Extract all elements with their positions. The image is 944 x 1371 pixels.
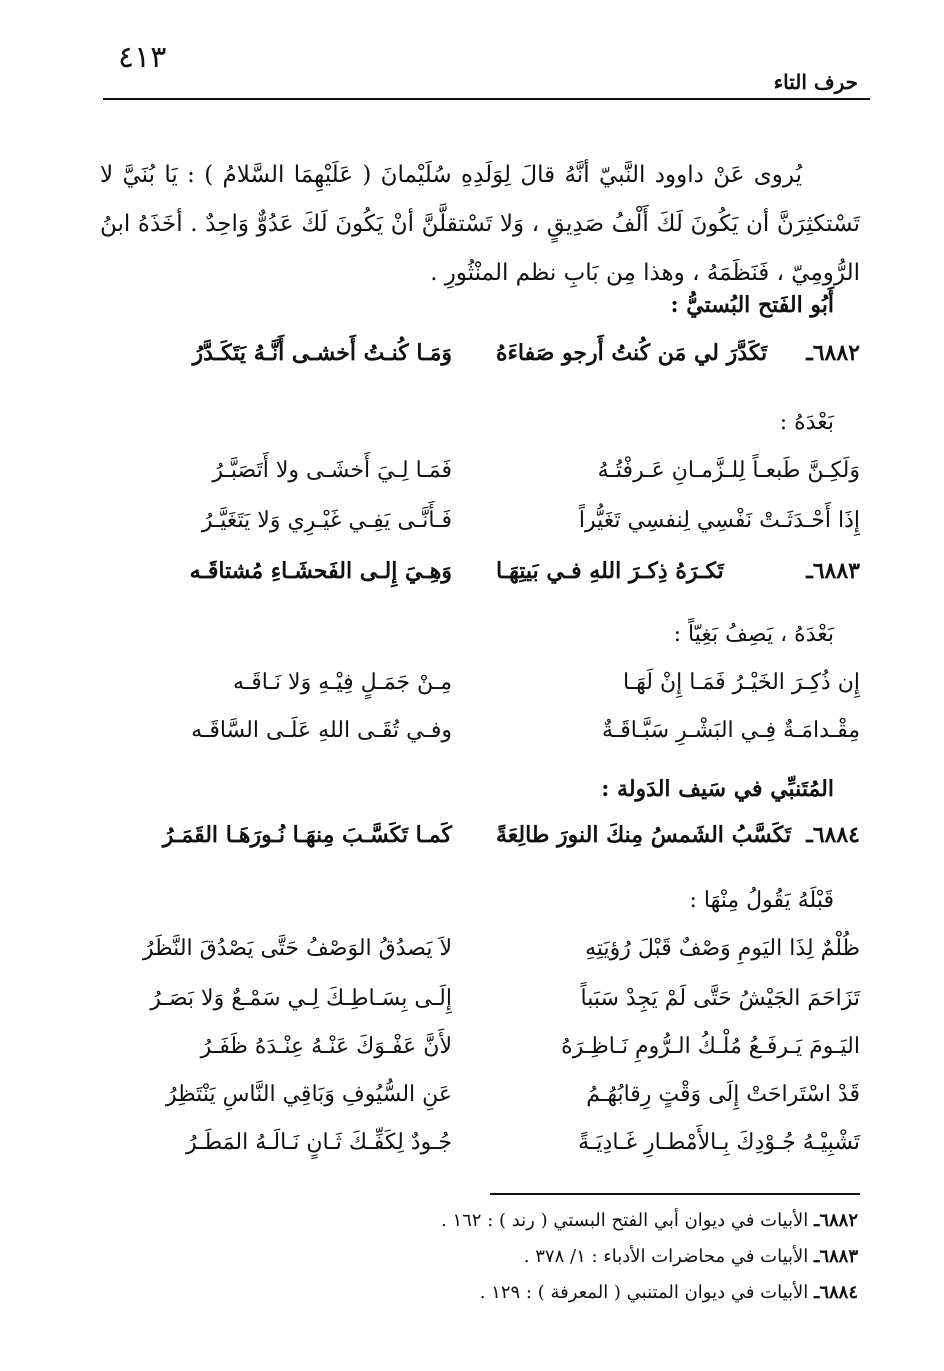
verse-line: [130, 670, 452, 695]
hemistich-first: إِن ذُكِـرَ الخَيْـرُ فَمَـا إِنْ لَهَـا: [623, 670, 860, 695]
verse-6884-second: [130, 822, 452, 848]
verse-line: [130, 986, 452, 1011]
verse-line: [496, 508, 860, 533]
poet-label-mutanabbi: المُتَنبِّي في سَيف الدَولة :: [601, 776, 834, 802]
hemistich-second: فَمَـا لِـيَ أَخشَـى ولا أَتَصَبَّـرُ: [212, 458, 452, 483]
poet-label-busti: أَبُو الفَتح البُستيُّ :: [670, 292, 834, 318]
footnote-text: الأبيات في ديوان المتنبي ( المعرفة ) : ١٢٩ .: [479, 1282, 809, 1303]
hemistich-first: تَكَدَّرَ لي مَن كُنتُ أَرجو صَفاءَهُ: [496, 340, 768, 366]
prose-text: يُروى عَنْ داوود النَّبيّ أنَّهُ قالَ لِوَلَدِهِ سُلَيْمانَ ( عَلَيْهِمَا السَّلامُ ) : يَا بُنَيَّ لا تَسْتكثِرَنَّ أن يَكُونَ لَكَ أَلْفُ صَدِيقٍ ، وَلا تَسْتقلَّنَّ أنْ يَكُونَ لَكَ عَدُوٌّ وَاحِدٌ . أخَذَهُ ابنُ الرُّومِيّ ، فَنَظَمَهُ ، وهذا مِن بَابِ نظم المنْثُورِ .: [100, 162, 860, 286]
verse-6882-second: [130, 340, 452, 366]
hemistich-second: لأَنَّ عَفْـوَكَ عَنْـهُ عِنْـدَهُ ظَفَـرُ: [200, 1034, 452, 1059]
hemistich-first: مِقْـدامَـةٌ فِـي البَشْـرِ سَبَّـاقَـةٌ: [602, 718, 860, 743]
hemistich-first: تَزَاحَمَ الجَيْشُ حَتَّى لَمْ يَجِدْ سَبَباً: [580, 986, 860, 1011]
footnote-6884: [480, 1282, 858, 1303]
verse-6884-first: [496, 822, 860, 848]
verse-line: [130, 1034, 452, 1059]
verse-line: [496, 1034, 860, 1059]
verse-line: [130, 458, 452, 483]
hemistich-first: قَدْ اسْتَراحَتْ إِلَى وَقْتٍ رِقابُهُـمُ: [586, 1082, 860, 1107]
verse-6883-second: [130, 558, 452, 584]
section-label-before: قَبْلَهُ يَقُولُ مِنْهَا :: [689, 888, 834, 913]
verse-line: [130, 936, 452, 961]
footnote-rule: [490, 1193, 860, 1195]
verse-line: [130, 718, 452, 743]
hemistich-first: تَشْبِيْـهُ جُـوْدِكَ بِـالأَمْطـارِ غَـادِيَـةً: [578, 1130, 860, 1155]
hemistich-second: مِـنْ جَمَـلٍ فِيْـهِ وَلا نَـاقَـه: [233, 670, 452, 695]
hemistich-second: لاَ يَصدُقُ الوَصْفُ حَتَّى يَصْدُقَ النَّظَرُ: [143, 936, 452, 961]
verse-line: [496, 670, 860, 695]
hemistich-first: تَكـرَهُ ذِكـرَ اللهِ فـي بَيتِهَـا: [496, 558, 724, 584]
footnote-number: ٦٨٨٢ـ: [814, 1210, 858, 1231]
hemistich-second: وَهِـيَ إِلـى الفَحشَـاءِ مُشتاقَـه: [189, 558, 452, 584]
verse-number: ٦٨٨٤ـ: [806, 822, 860, 848]
hemistich-second: إِلَـى بِسَـاطِـكَ لِـي سَمْـعٌ وَلا بَصَـرُ: [150, 986, 452, 1011]
hemistich-second: جُـودٌ لِكَفِّـكَ ثَـانٍ نَـالَـهُ المَطَـرُ: [186, 1130, 452, 1155]
hemistich-first: اليَـومَ يَـرفَـعُ مُلْـكُ الـرُّومِ نَـاظِـرَهُ: [561, 1034, 860, 1059]
footnote-number: ٦٨٨٤ـ: [814, 1282, 858, 1303]
page-number: ٤١٣: [118, 40, 167, 75]
footnote-6882: [441, 1210, 858, 1231]
footnote-number: ٦٨٨٣ـ: [814, 1246, 858, 1267]
hemistich-second: عَنِ السُّيُوفِ وَبَاقِي النَّاسِ يَنْتَظِرُ: [166, 1082, 452, 1107]
hemistich-first: ظُلْمٌ لِذَا اليَومِ وَصْفٌ قَبْلَ رُؤيَتِهِ: [585, 936, 860, 961]
footnote-text: الأبيات في ديوان أبي الفتح البستي ( رند ) : ١٦٢ .: [441, 1210, 809, 1231]
verse-6883-first: [496, 558, 860, 584]
verse-line: [496, 986, 860, 1011]
hemistich-first: تَكَسَّبُ الشَمسُ مِنكَ النورَ طالِعَةً: [496, 822, 792, 848]
hemistich-first: وَلَكِـنَّ طَبعـاً لِلـزَّمـانِ عَـرفْتُـهُ: [597, 458, 860, 483]
running-head: حرف التاء: [773, 70, 858, 94]
hemistich-second: وفـي تُقَـى اللهِ عَلَـى السَّاقَـه: [191, 718, 452, 743]
hemistich-second: كَمـا تَكَسَّـبَ مِنهَـا نُـورَهَـا القَمَـرُ: [162, 822, 452, 848]
section-label-after-describes: بَعْدَهُ ، يَصِفُ بَغِيّاً :: [673, 622, 834, 647]
verse-line: [130, 1082, 452, 1107]
hemistich-second: وَمَـا كُنـتُ أَخشـى أَنَّـهُ يَتَكَـدَّرُ: [192, 340, 452, 366]
verse-line: [496, 458, 860, 483]
footnote-text: الأبيات في محاضرات الأدباء : ١/ ٣٧٨ .: [523, 1246, 809, 1267]
verse-line: [130, 508, 452, 533]
verse-line: [130, 1130, 452, 1155]
verse-line: [496, 936, 860, 961]
prose-paragraph: [100, 151, 860, 298]
hemistich-second: فَـأَنَّـى يَفِـي غَيْـرِي وَلا يَتَغَيَّـرُ: [201, 508, 452, 533]
verse-number: ٦٨٨٣ـ: [806, 558, 860, 584]
header-rule: [103, 98, 870, 100]
verse-line: [496, 1082, 860, 1107]
section-label-after: بَعْدَهُ :: [779, 410, 834, 435]
footnote-6883: [524, 1246, 858, 1267]
hemistich-first: إِذَا أَحْـدَثَـتْ نَفْسِي لِنفسِي تَغَيُّراً: [578, 508, 860, 533]
verse-number: ٦٨٨٢ـ: [806, 340, 860, 366]
verse-line: [496, 718, 860, 743]
verse-line: [496, 1130, 860, 1155]
verse-6882-first: [496, 340, 860, 366]
